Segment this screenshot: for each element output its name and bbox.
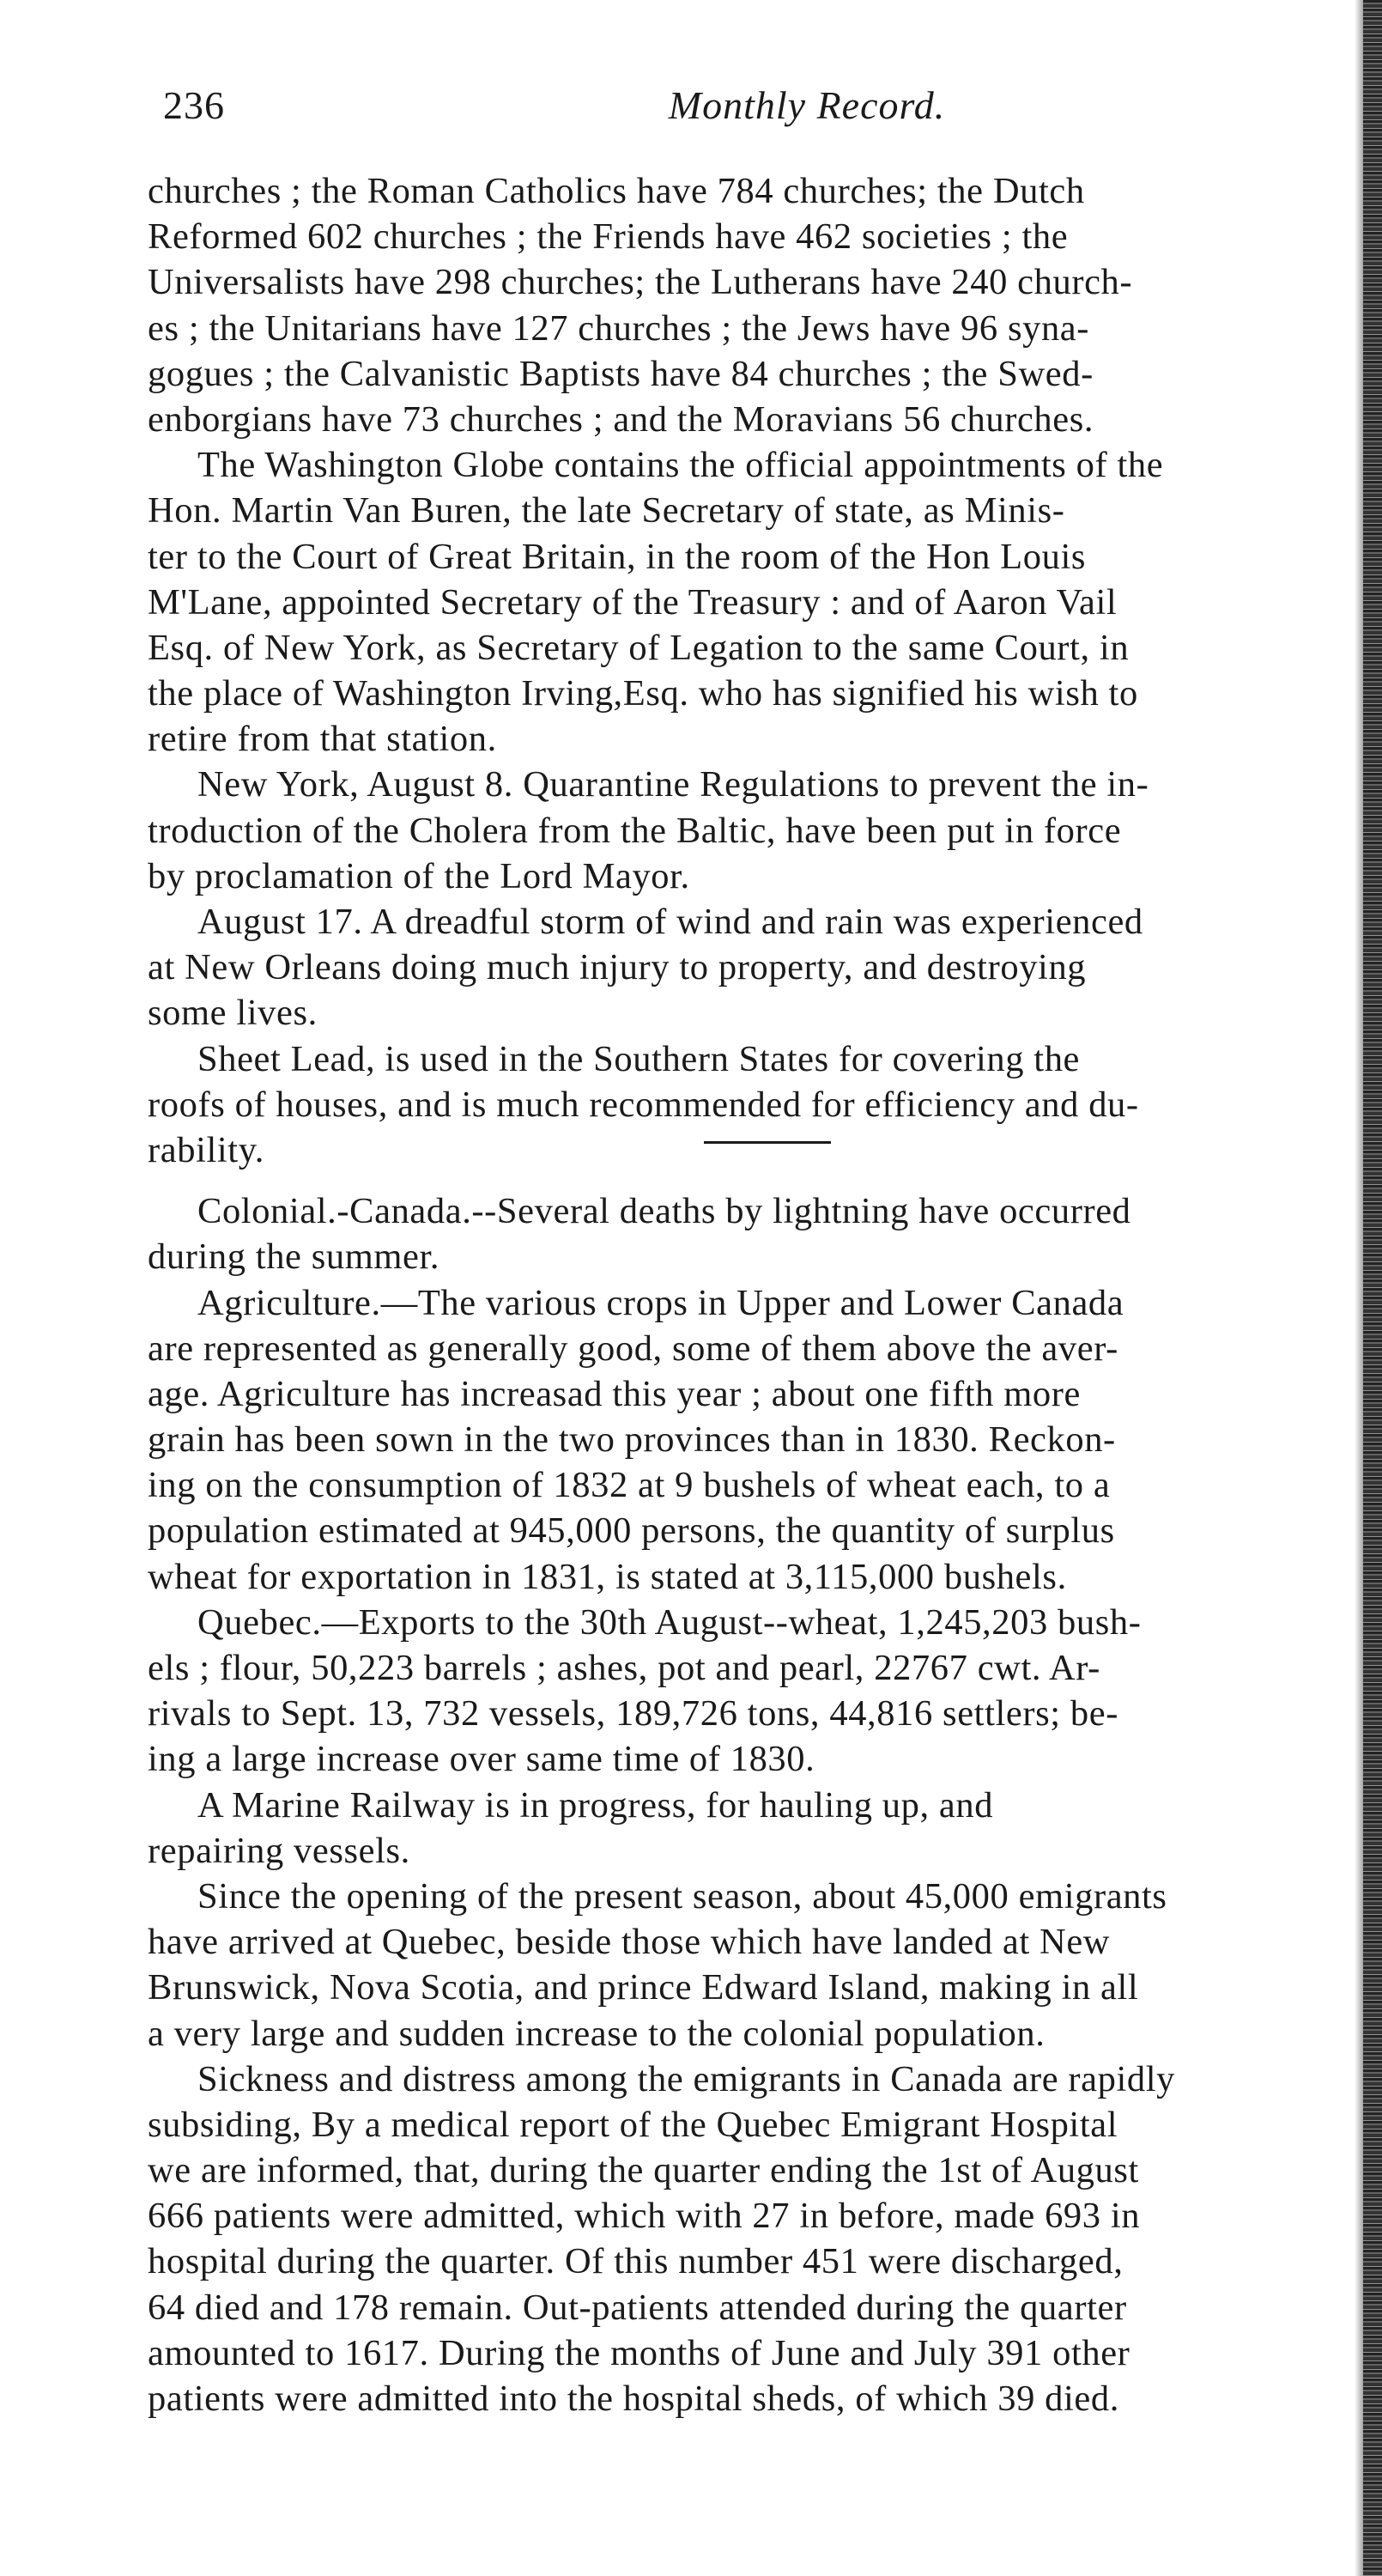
text-line: ing a large increase over same time of 1830.	[148, 1739, 815, 1780]
text-line: subsiding, By a medical report of the Quebec Emigrant Hospital	[148, 2104, 1118, 2145]
text-line: age. Agriculture has increasad this year ; about one fifth more	[148, 1373, 1081, 1414]
text-line: patients were admitted into the hospital sheds, of which 39 died.	[148, 2379, 1119, 2419]
text-line: enborgians have 73 churches ; and the Moravians 56 churches.	[148, 398, 1094, 440]
text-line: retire from that station.	[148, 719, 497, 760]
text-line: Universalists have 298 churches; the Lutherans have 240 church-	[148, 262, 1133, 303]
section-gap	[148, 1173, 1382, 1188]
paragraph-start-line: Sheet Lead, is used in the Southern States for covering the	[197, 1038, 1081, 1079]
text-line: during the summer.	[148, 1236, 440, 1278]
paragraph-start-line: Quebec.—Exports to the 30th August--wheat, 1,245,203 bush-	[197, 1601, 1142, 1643]
binding-edge	[1363, 0, 1382, 2576]
paragraph-start-line: Agriculture.—The various crops in Upper and Lower Canada	[197, 1282, 1124, 1323]
text-line: M'Lane, appointed Secretary of the Treasury : and of Aaron Vail	[148, 581, 1118, 623]
text-line: repairing vessels.	[148, 1830, 410, 1871]
text-line: the place of Washington Irving,Esq. who has signified his wish to	[148, 673, 1138, 714]
paragraph-start-line: A Marine Railway is in progress, for hauling up, and	[197, 1784, 994, 1826]
text-line: gogues ; the Calvanistic Baptists have 84 churches ; the Swed-	[148, 353, 1094, 394]
paragraph-start-line: Sickness and distress among the emigrants in Canada are rapidly	[197, 2058, 1175, 2099]
body-text	[148, 168, 1382, 2421]
text-line: at New Orleans doing much injury to property, and destroying	[148, 947, 1087, 988]
text-line: rability.	[148, 1129, 265, 1170]
text-line: by proclamation of the Lord Mayor.	[148, 855, 690, 896]
text-line: are represented as generally good, some of them above the aver-	[148, 1327, 1118, 1369]
text-line: population estimated at 945,000 persons, the quantity of surplus	[148, 1510, 1115, 1552]
text-line: some lives.	[148, 993, 318, 1034]
text-line: troduction of the Cholera from the Baltic, have been put in force	[148, 810, 1122, 851]
text-line: Hon. Martin Van Buren, the late Secretary of state, as Minis-	[148, 490, 1065, 532]
text-line: Reformed 602 churches ; the Friends have 462 societies ; the	[148, 216, 1069, 258]
page-number: 236	[163, 83, 225, 127]
text-line: grain has been sown in the two provinces than in 1830. Reckon-	[148, 1419, 1116, 1461]
text-line: 64 died and 178 remain. Out-patients attended during the quarter	[148, 2287, 1127, 2328]
text-line: have arrived at Quebec, beside those which have landed at New	[148, 1922, 1111, 1963]
text-line: 666 patients were admitted, which with 27 in before, made 693 in	[148, 2196, 1141, 2237]
text-line: a very large and sudden increase to the colonial population.	[148, 2013, 1046, 2054]
paragraph-start-line: Since the opening of the present season, about 45,000 emigrants	[197, 1875, 1167, 1917]
text-line: churches ; the Roman Catholics have 784 churches; the Dutch	[148, 171, 1085, 211]
text-line: roofs of houses, and is much recommended for efficiency and du-	[148, 1084, 1139, 1125]
text-line: ter to the Court of Great Britain, in the room of the Hon Louis	[148, 536, 1086, 577]
paragraph-start-line: August 17. A dreadful storm of wind and rain was experienced	[197, 902, 1143, 942]
page-header	[163, 82, 1365, 143]
section-heading-line: Colonial.-Canada.--Several deaths by lightning have occurred	[197, 1191, 1131, 1232]
running-title: Monthly Record.	[668, 83, 946, 127]
text-line: els ; flour, 50,223 barrels ; ashes, pot and pearl, 22767 cwt. Ar-	[148, 1648, 1100, 1688]
text-line: ing on the consumption of 1832 at 9 bushels of wheat each, to a	[148, 1465, 1111, 1506]
text-line: rivals to Sept. 13, 732 vessels, 189,726 tons, 44,816 settlers; be-	[148, 1693, 1118, 1735]
section-divider-rule	[704, 1141, 831, 1144]
text-line: we are informed, that, during the quarter ending the 1st of August	[148, 2150, 1139, 2191]
paragraph-start-line: New York, August 8. Quarantine Regulations to prevent the in-	[197, 764, 1149, 805]
text-line: Brunswick, Nova Scotia, and prince Edward Island, making in all	[148, 1967, 1139, 2008]
text-line: hospital during the quarter. Of this number 451 were discharged,	[148, 2241, 1124, 2282]
text-line: amounted to 1617. During the months of June and July 391 other	[148, 2332, 1130, 2373]
paragraph-start-line: The Washington Globe contains the official appointments of the	[197, 445, 1164, 486]
text-line: es ; the Unitarians have 127 churches ; the Jews have 96 syna-	[148, 307, 1090, 349]
text-line: wheat for exportation in 1831, is stated at 3,115,000 bushels.	[148, 1556, 1067, 1597]
text-line: Esq. of New York, as Secretary of Legation to the same Court, in	[148, 627, 1130, 668]
binding-shadow	[1355, 0, 1363, 2576]
